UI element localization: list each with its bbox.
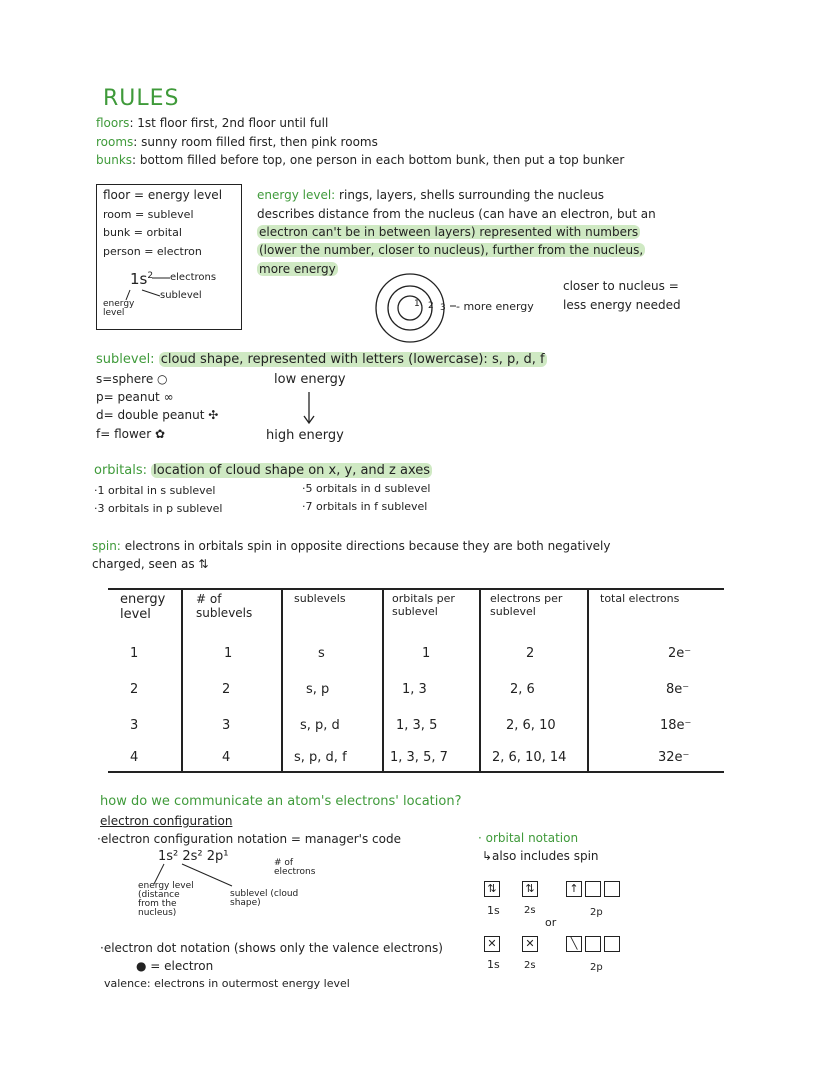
table-cell: 3 — [130, 718, 139, 733]
orbital-label-2p: 2p — [590, 962, 603, 973]
energy-level-line-4: (lower the number, closer to nucleus), further from the nucleus, — [259, 243, 644, 257]
table-cell: s, p, d, f — [294, 750, 347, 765]
page-title: RULES — [103, 86, 180, 111]
arrow-lines — [120, 270, 180, 310]
table-cell: 1 — [422, 646, 431, 661]
energy-level-note: energy level (distance from the nucleus) — [138, 881, 194, 918]
orbital-label-2s: 2s — [524, 960, 536, 971]
analogy-line: bunk = orbital — [103, 226, 182, 239]
down-arrow-icon — [302, 390, 316, 426]
orbital-item: ·7 orbitals in f sublevel — [302, 500, 428, 513]
analogy-line: floor = energy level — [103, 188, 223, 202]
table-cell: 1, 3, 5, 7 — [390, 750, 448, 765]
spin-line-2: charged, seen as ⇅ — [92, 557, 209, 571]
table-cell: 1 — [130, 646, 139, 661]
valence-definition: valence: electrons in outermost energy level — [104, 977, 350, 990]
more-energy-label: - more energy — [456, 300, 534, 313]
orbital-notation-heading: · orbital notation — [478, 831, 579, 845]
sublevel-note: sublevel (cloud shape) — [230, 889, 299, 908]
config-example: 1s² 2s² 2p¹ — [158, 849, 229, 864]
table-cell: 2 — [222, 682, 231, 697]
orbital-label-2s: 2s — [524, 905, 536, 916]
rule-bunks: bunks: bottom filled before top, one person in each bottom bunk, then put a top bunker — [96, 153, 625, 167]
orbital-box-2p: ↑ — [566, 881, 582, 897]
orbital-label-2p: 2p — [590, 907, 603, 918]
table-cell: 3 — [222, 718, 231, 733]
orbital-x-box-2p — [585, 936, 601, 952]
orbital-x-box-1s: ✕ — [484, 936, 500, 952]
table-cell: s, p — [306, 682, 330, 697]
table-cell: 2e⁻ — [668, 646, 692, 661]
dot-notation-line: ·electron dot notation (shows only the valence electrons) — [100, 941, 443, 955]
num-electrons-label: # of electrons — [274, 858, 316, 877]
table-cell: 4 — [130, 750, 139, 765]
closer-line-2: less energy needed — [563, 298, 681, 312]
table-header: total electrons — [600, 592, 680, 605]
rule-rooms: rooms: sunny room filled first, then pink rooms — [96, 135, 378, 149]
sphere-icon: ○ — [157, 372, 168, 386]
config-notation-line: ·electron configuration notation = manager's code — [97, 832, 401, 846]
table-cell: 4 — [222, 750, 231, 765]
table-cell: 1, 3 — [402, 682, 427, 697]
table-header: energy level — [120, 592, 166, 622]
orbital-label-1s: 1s — [487, 958, 500, 971]
table-cell: s, p, d — [300, 718, 340, 733]
table-cell: 2, 6 — [510, 682, 535, 697]
ring-label-2: 2 — [428, 301, 434, 311]
dot-electron-legend: ● = electron — [136, 959, 214, 973]
orbital-item: ·1 orbital in s sublevel — [94, 484, 216, 497]
config-heading: electron configuration — [100, 814, 233, 828]
table-header: # of sublevels — [196, 592, 253, 620]
table-cell: 32e⁻ — [658, 750, 690, 765]
orbital-item: ·5 orbitals in d sublevel — [302, 482, 431, 495]
energy-level-line-3: electron can't be in between layers) represented with numbers — [259, 225, 639, 239]
table-cell: 2, 6, 10, 14 — [492, 750, 567, 765]
communicate-question: how do we communicate an atom's electrons' location? — [100, 794, 462, 809]
sublevel-definition: sublevel: cloud shape, represented with letters (lowercase): s, p, d, f — [96, 352, 545, 367]
electrons-label: electrons — [170, 272, 217, 283]
closer-line-1: closer to nucleus = — [563, 279, 679, 293]
shape-peanut: p= peanut ∞ — [96, 390, 174, 404]
orbital-box-2p — [604, 881, 620, 897]
sublevel-label: sublevel — [160, 290, 202, 301]
shape-double-peanut: d= double peanut ✣ — [96, 408, 219, 422]
or-label: or — [545, 916, 557, 929]
orbital-label-1s: 1s — [487, 904, 500, 917]
shape-flower: f= flower ✿ — [96, 427, 166, 441]
table-cell: 1 — [224, 646, 233, 661]
orbital-box-2p — [585, 881, 601, 897]
orbitals-definition: orbitals: location of cloud shape on x, y, and z axes — [94, 463, 431, 478]
orbital-item: ·3 orbitals in p sublevel — [94, 502, 223, 515]
peanut-icon: ∞ — [163, 390, 174, 404]
orbital-box-1s: ⇅ — [484, 881, 500, 897]
low-energy-label: low energy — [274, 372, 346, 387]
double-peanut-icon: ✣ — [208, 408, 219, 422]
orbital-x-box-2p: ╲ — [566, 936, 582, 952]
orbital-x-box-2p — [604, 936, 620, 952]
analogy-line: person = electron — [103, 245, 202, 258]
table-cell: 1, 3, 5 — [396, 718, 438, 733]
energy-level-label: energy level — [103, 299, 135, 318]
notation-example: $1s^2$ — [130, 270, 154, 288]
table-header: electrons per sublevel — [490, 592, 563, 618]
high-energy-label: high energy — [266, 428, 344, 443]
flower-icon: ✿ — [154, 427, 166, 441]
table-cell: 2 — [130, 682, 139, 697]
orbital-x-box-2s: ✕ — [522, 936, 538, 952]
table-header: sublevels — [294, 592, 346, 605]
table-header: orbitals per sublevel — [392, 592, 455, 618]
shape-sphere: s=sphere ○ — [96, 372, 168, 386]
energy-level-line-2: describes distance from the nucleus (can have an electron, but an — [257, 207, 656, 221]
rule-floors: floors: 1st floor first, 2nd floor until full — [96, 116, 329, 130]
ring-label-3: 3 — [440, 303, 446, 313]
energy-level-line-1: energy level: rings, layers, shells surrounding the nucleus — [257, 188, 605, 202]
table-cell: 2, 6, 10 — [506, 718, 556, 733]
spin-line-1: spin: electrons in orbitals spin in opposite directions because they are both negatively — [92, 539, 611, 553]
ring-label-1: 1 — [414, 299, 420, 309]
table-cell: 8e⁻ — [666, 682, 690, 697]
table-cell: s — [318, 646, 325, 661]
also-spin-note: ↳also includes spin — [482, 849, 599, 863]
energy-level-line-5: more energy — [259, 262, 336, 276]
analogy-line: room = sublevel — [103, 208, 194, 221]
energy-table — [108, 588, 724, 772]
orbital-box-2s: ⇅ — [522, 881, 538, 897]
table-cell: 2 — [526, 646, 535, 661]
table-cell: 18e⁻ — [660, 718, 692, 733]
